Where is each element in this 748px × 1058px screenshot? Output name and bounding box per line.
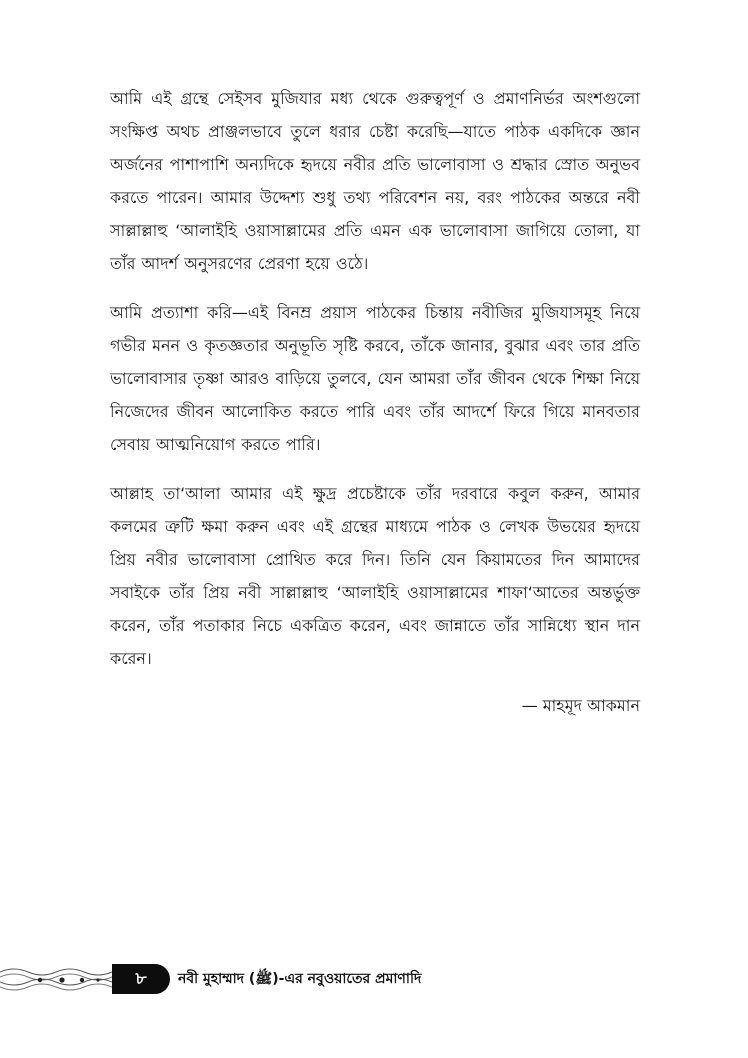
page-footer [0, 960, 748, 1000]
page-number: ৮ [112, 964, 170, 994]
page-body [110, 82, 640, 721]
paragraph-1: আমি এই গ্রন্থে সেইসব মুজিযার মধ্য থেকে গুরুত্বপূর্ণ ও প্রমাণনির্ভর অংশগুলো সংক্ষিপ্ত অথচ প্রাঞ্জলভাবে তুলে ধরার চেষ্টা করেছি—যাতে পাঠক একদিকে জ্ঞান অর্জনের পাশাপাশি অন্যদিকে হৃদয়ে নবীর প্রতি ভালোবাসা ও শ্রদ্ধার স্রোত অনুভব করতে পারেন। আমার উদ্দেশ্য শুধু তথ্য পরিবেশন নয়, বরং পাঠকের অন্তরে নবী সাল্লাল্লাহু ‘আলাইহি ওয়াসাল্লামের প্রতি এমন এক ভালোবাসা জাগিয়ে তোলা, যা তাঁর আদর্শ অনুসরণের প্রেরণা হয়ে ওঠে। [110, 89, 640, 273]
paragraph-3: আল্লাহ তা‘আলা আমার এই ক্ষুদ্র প্রচেষ্টাকে তাঁর দরবারে কবুল করুন, আমার কলমের ত্রুটি ক্ষমা করুন এবং এই গ্রন্থের মাধ্যমে পাঠক ও লেখক উভয়ের হৃদয়ে প্রিয় নবীর ভালোবাসা প্রোথিত করে দিন। তিনি যেন কিয়ামতের দিন আমাদের সবাইকে তাঁর প্রিয় নবী সাল্লাল্লাহু ‘আলাইহি ওয়াসাল্লামের শাফা‘আতের অন্তর্ভুক্ত করেন, তাঁর পতাকার নিচে একত্রিত করেন, এবং জান্নাতে তাঁর সান্নিধ্যে স্থান দান করেন। [110, 484, 640, 668]
running-book-title: নবী মুহাম্মাদ (ﷺ)-এর নবুওয়াতের প্রমাণাদি [178, 971, 422, 987]
wave-ornament-icon [0, 964, 115, 996]
author-signature: — মাহমূদ আকমান [521, 696, 640, 715]
paragraph-2: আমি প্রত্যাশা করি—এই বিনম্র প্রয়াস পাঠকের চিন্তায় নবীজির মুজিযাসমূহ নিয়ে গভীর মনন ও কৃতজ্ঞতার অনুভূতি সৃষ্টি করবে, তাঁকে জানার, বুঝার এবং তার প্রতি ভালোবাসার তৃষ্ণা আরও বাড়িয়ে তুলবে, যেন আমরা তাঁর জীবন থেকে শিক্ষা নিয়ে নিজেদের জীবন আলোকিত করতে পারি এবং তাঁর আদর্শে ফিরে গিয়ে মানবতার সেবায় আত্মনিয়োগ করতে পারি। [110, 303, 640, 454]
